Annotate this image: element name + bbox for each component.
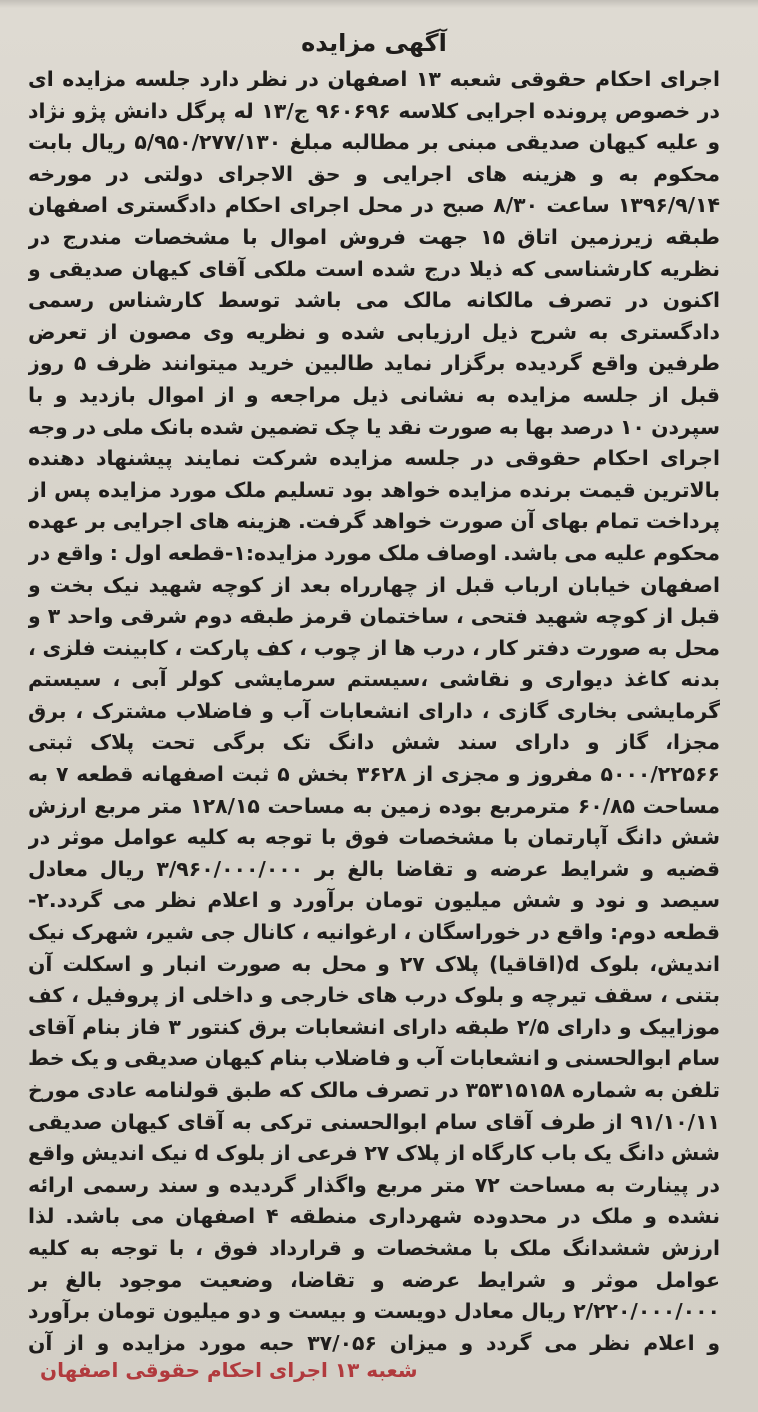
notice-title: آگهی مزایده (301, 29, 447, 57)
notice-signature: شعبه ۱۳ اجرای احکام حقوقی اصفهان (40, 1358, 418, 1382)
page-edge-shadow (0, 0, 758, 8)
notice-body: اجرای احکام حقوقی شعبه ۱۳ اصفهان در نظر دارد جلسه مزایده ای در خصوص پرونده اجرایی کلاسه ۹۶۰۶۹۶ ج/۱۳ له پرگل دانش پژو نژاد و علیه کیهان صدیقی مبنی بر مطالبه مبلغ ۵/۹۵۰/۲۷۷/۱۳۰ ریال بابت محکوم به و هزینه های اجرایی و حق الاجرای دولتی در مورخه ۱۳۹۶/۹/۱۴ ساعت ۸/۳۰ صبح در محل اجرای احکام دادگستری اصفهان طبقه زیرزمین اتاق ۱۵ جهت فروش اموال با مشخصات مندرج در نظریه کارشناسی که ذیلا درج شده است ملکی آقای کیهان صدیقی و اکنون در تصرف مالکانه مالک می باشد توسط کارشناس رسمی دادگستری به شرح ذیل ارزیابی شده و نظریه وی مصون از تعرض طرفین واقع گردیده برگزار نماید طالبین خرید میتوانند ظرف ۵ روز قبل از جلسه مزایده به نشانی ذیل مراجعه و از اموال بازدید و با سپردن ۱۰ درصد بها به صورت نقد یا چک تضمین شده بانک ملی در وجه اجرای احکام حقوقی در جلسه مزایده شرکت نمایند پیشنهاد دهنده بالاترین قیمت برنده مزایده خواهد بود تسلیم ملک مورد مزایده پس از پرداخت تمام بهای آن صورت خواهد گرفت. هزینه های اجرایی بر عهده محکوم علیه می باشد. اوصاف ملک مورد مزایده:۱-قطعه اول : واقع در اصفهان خیابان ارباب قبل از چهارراه بعد از کوچه شهید نیک بخت و قبل از کوچه شهید فتحی ، ساختمان قرمز طبقه دوم شرقی واحد ۳ و محل به صورت دفتر کار ، درب ها از چوب ، کف پارکت ، کابینت فلزی ، بدنه کاغذ دیواری و نقاشی ،سیستم سرمایشی کولر آبی ، سیستم گرمایشی بخاری گازی ، دارای انشعابات آب و فاضلاب مشترک ، برق مجزا، گاز و دارای سند شش دانگ تک برگی تحت پلاک ثبتی ۵۰۰۰/۲۲۵۶۶ مفروز و مجزی از ۳۶۲۸ بخش ۵ ثبت اصفهانه قطعه ۷ به مساحت ۶۰/۸۵ مترمربع بوده زمین به مساحت ۱۲۸/۱۵ متر مربع ارزش شش دانگ آپارتمان با مشخصات فوق با توجه به کلیه عوامل موثر در قضیه و شرایط عرضه و تقاضا بالغ بر ۳/۹۶۰/۰۰۰/۰۰۰ ریال معادل سیصد و نود و شش میلیون تومان برآورد و اعلام نظر می گردد.۲- قطعه دوم: واقع در خوراسگان ، ارغوانیه ، کانال جی شیر، شهرک نیک اندیش، بلوک d(اقاقیا) پلاک ۲۷ و محل به صورت انبار و اسکلت آن بتنی ، سقف تیرچه و بلوک درب های خارجی و داخلی از پروفیل ، کف موزاییک و دارای ۲/۵ طبقه دارای انشعابات برق کنتور ۳ فاز بنام آقای سام ابوالحسنی و انشعابات آب و فاضلاب بنام کیهان صدیقی و یک خط تلفن به شماره ۳۵۳۱۵۱۵۸ در تصرف مالک که طبق قولنامه عادی مورخ ۹۱/۱۰/۱۱ از طرف آقای سام ابوالحسنی ترکی به آقای کیهان صدیقی شش دانگ یک باب کارگاه از پلاک ۲۷ فرعی از بلوک d نیک اندیش واقع در پینارت به مساحت ۷۲ متر مربع واگذار گردیده و سند رسمی ارائه نشده و ملک در محدوده شهرداری منطقه ۴ اصفهان می باشد. لذا ارزش ششدانگ ملک با مشخصات و قرارداد فوق ، با توجه به کلیه عوامل موثر و شرایط عرضه و تقاضا، وضعیت موجود بالغ بر ۲/۲۲۰/۰۰۰/۰۰۰ ریال معادل دویست و بیست و دو میلیون تومان برآورد و اعلام نظر می گردد و میزان ۳۷/۰۵۶ حبه مورد مزایده و از آن (28, 67, 720, 1355)
